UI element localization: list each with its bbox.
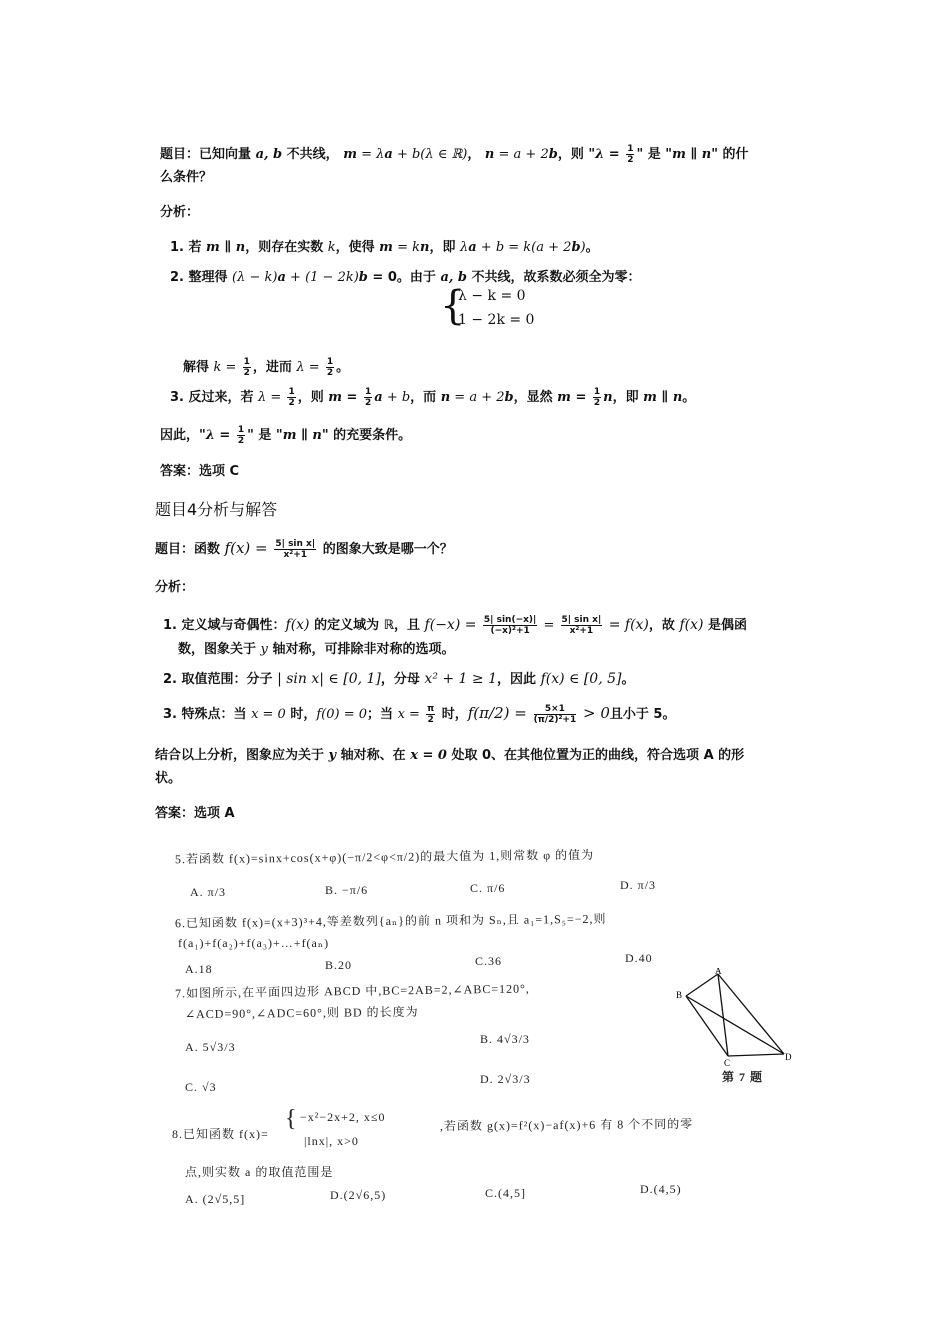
q8-stem-line2: 点,则实数 a 的取值范围是: [185, 1165, 334, 1179]
edge-ab: [686, 974, 718, 996]
p4-item3: 3. 特殊点：当 x = 0 时，f(0) = 0；当 x = $\frac{\pi}{2}$ 时，f(π/2) = $\frac{5\times 1}{\text{(π/2)²+1}}$ > 0且小于 5。: [163, 704, 676, 725]
q5-option-b: B. −π/6: [325, 883, 369, 897]
p3-step1: 1. 若 m ∥ n，则存在实数 k，使得 m = kn，即 λa + b = k(a + 2b)。: [170, 240, 599, 255]
q7-figure-caption: 第 7 题: [722, 1070, 764, 1084]
q6-stem-line2: f(a₁)+f(a₂)+f(a₃)+…+f(aₙ): [178, 936, 330, 950]
q7-stem-line1: 7.如图所示,在平面四边形 ABCD 中,BC=2AB=2,∠ABC=120°,: [174, 981, 530, 1001]
q8-option-b: D.(2√6,5): [330, 1188, 387, 1202]
p3-answer: 答案：选项 C: [160, 464, 240, 479]
label-c: C: [724, 1058, 731, 1068]
q5-option-c: C. π/6: [470, 881, 506, 895]
p3-analysis-label: 分析：: [160, 205, 200, 220]
q5-option-a: A. π/3: [190, 885, 227, 899]
q7-stem-line2: ∠ACD=90°,∠ADC=60°,则 BD 的长度为: [184, 1004, 419, 1022]
q6-option-a: A.18: [185, 962, 213, 976]
q7-quadrilateral-figure: [672, 968, 802, 1083]
p4-heading: 题目4分析与解答: [155, 500, 278, 519]
p3-conclusion: 因此，"λ = $\frac{1}{2}$ " 是 "m ∥ n" 的充要条件。: [160, 425, 412, 446]
p3-step2: 2. 整理得 (λ − k)a + (1 − 2k)b = 0。由于 a, b 不共线，故系数必须全为零：: [170, 270, 641, 285]
p4-analysis-label: 分析：: [155, 580, 195, 595]
q8-option-d: D.(4,5): [640, 1182, 682, 1196]
q8-case2: |lnx|, x>0: [304, 1134, 359, 1148]
q8-brace: {: [285, 1106, 298, 1132]
p3-solve: 解得 k = $\frac{1}{2}$ ，进而 λ = $\frac{1}{2}$ 。: [183, 357, 350, 378]
p4-answer: 答案：选项 A: [155, 806, 235, 821]
q5-stem: 5.若函数 f(x)=sinx+cos(x+φ)(−π/2<φ<π/2)的最大值为 1,则常数 φ 的值为: [174, 847, 595, 867]
p3-question-line1: 题目：已知向量 a, b 不共线， m = λa + b(λ ∈ ℝ)， n = a + 2b，则 "λ = $\frac{1}{2}$ " 是 "m ∥ n" 的什: [160, 144, 749, 165]
p4-item1-line1: 1. 定义域与奇偶性：f(x) 的定义域为 ℝ，且 f(−x) = $\frac{5| \sin(-x)|}{\text{(−x)²+1}}$ = $\frac{\text{5| sin x|}}{\text{x²+1}}$ = f(x)，故 f(x) 是偶函: [163, 615, 748, 636]
q6-option-c: C.36: [475, 954, 503, 968]
q8-case1: −x²−2x+2, x≤0: [300, 1110, 386, 1124]
system-eq2: 1 − 2k = 0: [458, 312, 535, 328]
q5-option-d: D. π/3: [620, 878, 657, 892]
system-eq1: λ − k = 0: [458, 288, 526, 304]
p4-summary-line2: 状。: [155, 771, 182, 786]
q6-stem-line1: 6.已知函数 f(x)=(x+3)³+4,等差数列{aₙ}的前 n 项和为 Sₙ,且 a₁=1,S₅=−2,则: [174, 911, 607, 931]
label-b: B: [676, 990, 683, 1000]
q7-option-d: D. 2√3/3: [480, 1072, 531, 1086]
system-brace: {: [440, 283, 466, 329]
edge-ad: [718, 974, 784, 1054]
q6-option-d: D.40: [625, 951, 653, 965]
p4-item2: 2. 取值范围：分子 | sin x| ∈ [0, 1]，分母 x² + 1 ≥ 1，因此 f(x) ∈ [0, 5]。: [163, 671, 635, 687]
q8-stem-a: 8.已知函数 f(x)=: [172, 1127, 269, 1141]
q7-option-a: A. 5√3/3: [185, 1040, 236, 1054]
p4-summary-line1: 结合以上分析，图象应为关于 y 轴对称、在 x = 0 处取 0、在其他位置为正的曲线，符合选项 A 的形: [155, 748, 745, 763]
p4-question: 题目：函数 f(x) = $\frac{\text{5| sin x|}}{\text{x²+1}}$ 的图象大致是哪一个？: [155, 539, 453, 560]
label-a: A: [715, 968, 722, 976]
q8-stem-b: ,若函数 g(x)=f²(x)−af(x)+6 有 8 个不同的零: [439, 1116, 694, 1134]
q6-option-b: B.20: [325, 958, 353, 972]
q8-option-a: A. (2√5,5]: [185, 1192, 246, 1206]
p4-item1-line2: 数，图象关于 y 轴对称，可排除非对称的选项。: [178, 642, 455, 657]
p3-question-line2: 么条件？: [160, 170, 213, 185]
q8-option-c: C.(4,5]: [485, 1186, 526, 1200]
diag-bd: [686, 996, 784, 1054]
label-d: D: [785, 1052, 792, 1062]
q7-option-c: C. √3: [185, 1080, 217, 1094]
q7-option-b: B. 4√3/3: [480, 1032, 530, 1046]
p3-step3: 3. 反过来，若 λ = $\frac{1}{2}$ ，则 m = $\frac{1}{2}$ a + b，而 n = a + 2b，显然 m = $\frac{1}{2}$ n，即 m ∥ n。: [170, 387, 696, 408]
edge-cd: [728, 1054, 784, 1056]
